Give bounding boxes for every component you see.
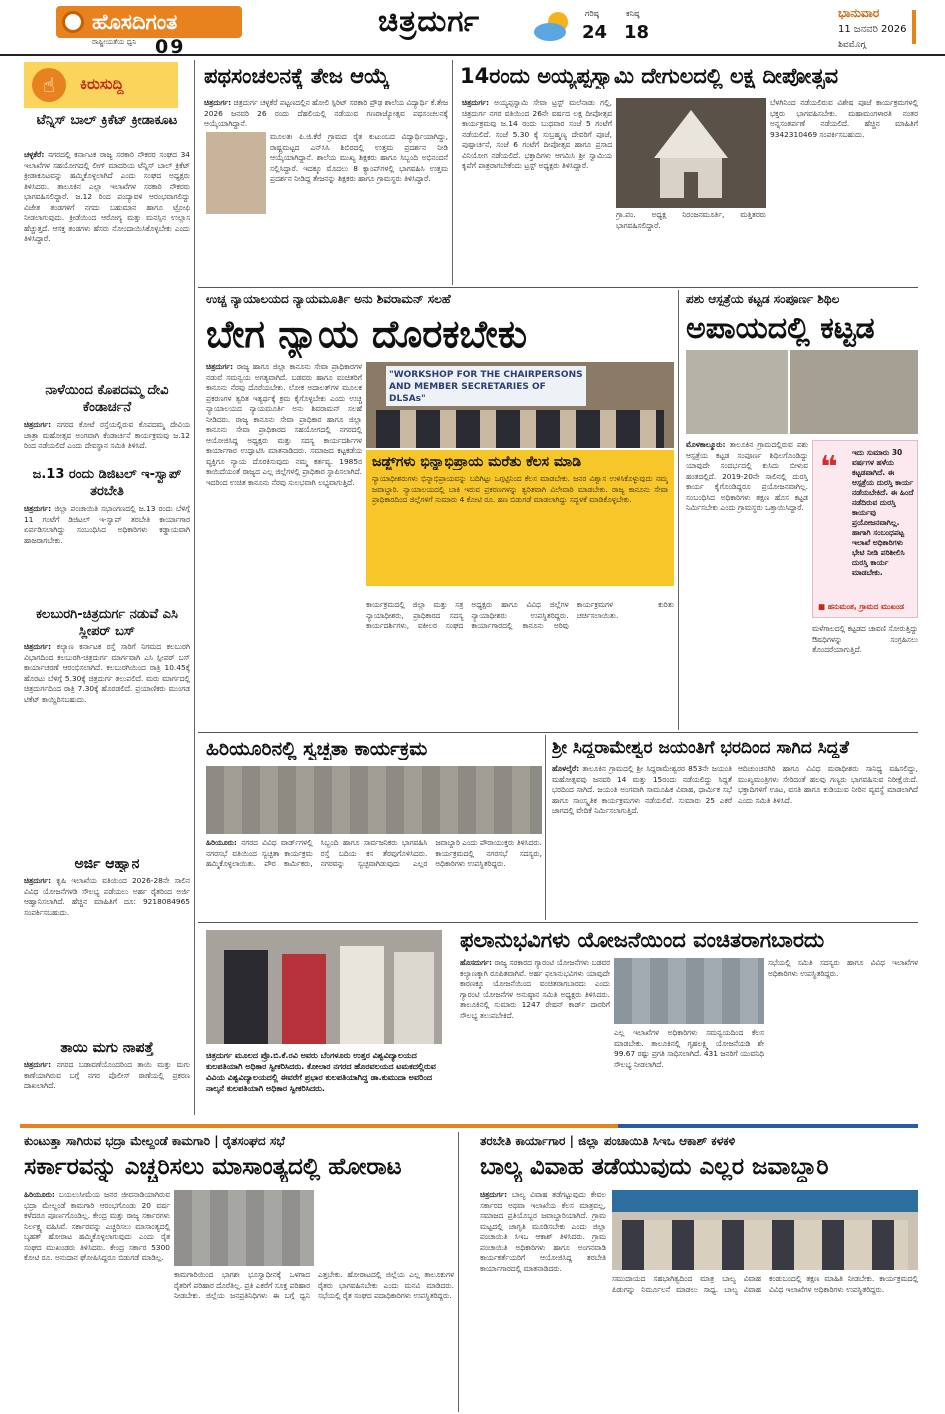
story-body: ಚಿತ್ರದುರ್ಗ: ರಾಜ್ಯ ಹಾಗೂ ಜಿಲ್ಲಾ ಕಾನೂನು ಸೇವಾ ಪ್ರಾಧಿಕಾರಗಳ ನಡುವೆ ಸಮನ್ವಯ ಅಗತ್ಯವಾಗಿದೆ. ಬಡವರು ಹಾಗೂ ವಂಚಿತರಿಗೆ ಕಾನೂನು ನೆರವು ದೊರೆಯಬೇಕು. ಲೋಕ ಅದಾಲತ್‌ಗಳ ಮೂಲಕ ಪ್ರಕರಣಗಳ ತ್ವರಿತ ಇತ್ಯರ್ಥಕ್ಕೆ ಕ್ರಮ ಕೈಗೊಳ್ಳಬೇಕು ಎಂದು ಉಚ್ಚ ನ್ಯಾಯಾಲಯದ ನ್ಯಾಯಮೂರ್ತಿ ಅನು ಶಿವರಾಮನ್ ಸಲಹೆ ನೀಡಿದರು. ರಾಜ್ಯ ಕಾನೂನು ಸೇವಾ ಪ್ರಾಧಿಕಾರ ಹಾಗೂ ಜಿಲ್ಲಾ ಕಾನೂನು ಸೇವಾ ಪ್ರಾಧಿಕಾರದ ಸಹಯೋಗದಲ್ಲಿ ನಗರದಲ್ಲಿ ಆಯೋಜಿಸಿದ್ದ ಅಧ್ಯಕ್ಷರು ಮತ್ತು ಸದಸ್ಯ ಕಾರ್ಯದರ್ಶಿಗಳ ಕಾರ್ಯಾಗಾರ ಉದ್ಘಾಟಿಸಿ ಮಾತನಾಡಿದರು. ಸಮಾಜದ ಕಟ್ಟಕಡೆಯ ವ್ಯಕ್ತಿಗೂ ನ್ಯಾಯ ದೊರಕಿಸುವುದು ನಮ್ಮ ಕರ್ತವ್ಯ. 1985ರ ಕಾಯಿದೆಯಂತೆ ರಾಜ್ಯದ ಎಲ್ಲ ಜಿಲ್ಲೆಗಳಲ್ಲಿ ಪ್ರಾಧಿಕಾರ ಸ್ಥಾಪಿಸಲಾಗಿದೆ. ಇದರಿಂದ ಉಚಿತ ಕಾನೂನು ನೆರವು ಸುಲಭವಾಗಿ ಲಭ್ಯವಾಗುತ್ತಿದೆ. xyxy=(206,362,362,487)
story-body: ಚಿತ್ರದುರ್ಗ: ಅಯ್ಯಪ್ಪಸ್ವಾಮಿ ಸೇವಾ ಟ್ರಸ್ಟ್ ಮಲೆನಾಡು ಗಲ್ಲಿ, ಚಿತ್ರದುರ್ಗ ನಗರ ವತಿಯಿಂದ 26ನೇ ವರ್ಷದ ಲಕ್ಷ ದೀಪೋತ್ಸವ ಕಾರ್ಯಕ್ರಮವು ಜ.14 ರಂದು ಬುಧವಾರ ಸಂಜೆ 5 ಗಂಟೆಗೆ ನಡೆಯಲಿದೆ. ಸಂಜೆ 5.30 ಕ್ಕೆ ಸುಬ್ರಹ್ಮಣ್ಯ ದೇವರಿಗೆ ಪೂಜೆ, ಪುಷ್ಪಾರ್ಚನೆ, ಸಂಜೆ 6 ಗಂಟೆಗೆ ದೀಪೋತ್ಸವ ಹಾಗೂ ಪ್ರಸಾದ ವಿನಿಯೋಗ ನಡೆಯಲಿದೆ. ಭಕ್ತಾದಿಗಳು ಆಗಮಿಸಿ ಶ್ರೀ ಸ್ವಾಮಿಯ ಕೃಪೆಗೆ ಪಾತ್ರರಾಗಬೇಕೆಂದು ಟ್ರಸ್ಟ್ ಅಧ್ಯಕ್ಷರು ತಿಳಿಸಿದ್ದಾರೆ. xyxy=(462,98,612,170)
story-body: ಮೂಲತಃ ಪಿ.ಜಿ.ಕೆರೆ ಗ್ರಾಮದ ರೈತ ಕುಟುಂಬದ ವಿದ್ಯಾರ್ಥಿಯಾಗಿದ್ದು, ರಾಷ್ಟ್ರಮಟ್ಟದ ಎನ್‌ಸಿಸಿ ಶಿಬಿರದಲ್ಲಿ ಉತ್ತಮ ಪ್ರದರ್ಶನ ನೀಡಿ ಆಯ್ಕೆಯಾಗಿದ್ದಾನೆ. ಶಾಲೆಯ ಮುಖ್ಯ ಶಿಕ್ಷಕರು ಹಾಗೂ ಸಿಬ್ಬಂದಿ ಅಭಿನಂದನೆ ಸಲ್ಲಿಸಿದ್ದಾರೆ. ಇದಕ್ಕೂ ಮೊದಲು 8 ಕ್ಯಾಂಪ್‌ಗಳಲ್ಲಿ ಭಾಗವಹಿಸಿ ಉತ್ತಮ ಪ್ರದರ್ಶನ ನೀಡಿದ್ದ ತೇಜನನ್ನು ಶಿಕ್ಷಕರು ಹಾಗೂ ಗ್ರಾಮಸ್ಥರು ತಿಳಿಸಿದ್ದಾರೆ. xyxy=(270,132,448,183)
story-headline: ಬಾಲ್ಯ ವಿವಾಹ ತಡೆಯುವುದು ಎಲ್ಲರ ಜವಾಬ್ದಾರಿ xyxy=(480,1154,829,1180)
column-divider xyxy=(452,60,453,285)
masthead xyxy=(0,0,945,56)
story-body: ಹಿರಿಯೂರು: ಬಯಲುಸೀಮೆಯ ಜನರ ಜೀವನಾಡಿಯಾಗಿರುವ ಭದ್ರಾ ಮೇಲ್ದಂಡೆ ಕಾಮಗಾರಿ ಆರಂಭಗೊಂಡು 20 ವರ್ಷ ಕಳೆದರೂ ಪೂರ್ಣಗೊಂಡಿಲ್ಲ. ಕೇಂದ್ರ ಮತ್ತು ರಾಜ್ಯ ಸರ್ಕಾರಗಳು ನಿರ್ಲಕ್ಷ್ಯ ವಹಿಸಿವೆ. ಸರ್ಕಾರವನ್ನು ಎಚ್ಚರಿಸಲು ಮಾಸಾಂತ್ಯದಲ್ಲಿ ಬೃಹತ್ ಹೋರಾಟ ಹಮ್ಮಿಕೊಳ್ಳಲಾಗುವುದು ಎಂದು ರೈತ ಸಂಘದ ಮುಖಂಡರು ತಿಳಿಸಿದರು. ಕೇಂದ್ರ ಸರ್ಕಾರ 5300 ಕೋಟಿ ರೂ. ಅನುದಾನ ಘೋಷಿಸಿದ್ದರೂ ಬಿಡುಗಡೆ ಮಾಡಿಲ್ಲ. xyxy=(24,1190,170,1262)
training-photo xyxy=(612,1190,918,1270)
person-figure xyxy=(340,946,384,1044)
rule xyxy=(198,732,918,733)
training-banner xyxy=(612,1190,918,1212)
callout-headline: ಜಡ್ಜ್‌ಗಳು ಭಿನ್ನಾಭಿಪ್ರಾಯ ಮರೆತು ಕೆಲಸ ಮಾಡಿ xyxy=(372,454,582,470)
section-bar xyxy=(20,1124,620,1128)
rule xyxy=(198,922,918,923)
edition: ಶಿವಮೊಗ್ಗ xyxy=(838,40,866,50)
city-name: ಚಿತ್ರದುರ್ಗ xyxy=(378,4,481,39)
person-figure xyxy=(224,950,268,1044)
column-divider xyxy=(545,735,546,920)
building-photo xyxy=(790,350,918,434)
brief-headline: ನಾಳೆಯಿಂದ ಕೊಪದಮ್ಮ ದೇವಿ ಕೆಂಡಾರ್ಚನೆ xyxy=(45,383,169,415)
main-headline: ಬೇಗ ನ್ಯಾಯ ದೊರಕಬೇಕು xyxy=(206,312,528,356)
photo-shading xyxy=(174,1190,314,1266)
tagline: ರಾಷ್ಟ್ರೀಯತೆಯ ಧ್ವನಿ xyxy=(92,38,137,46)
story-headline: ಫಲಾನುಭವಿಗಳು ಯೋಜನೆಯಿಂದ ವಂಚಿತರಾಗಬಾರದು xyxy=(460,928,825,952)
column-divider xyxy=(194,60,195,1115)
callout-body: ನ್ಯಾಯಾಧೀಶರುಗಳು ಭಿನ್ನಾಭಿಪ್ರಾಯವನ್ನು ಬದಿಗಿಟ್ಟು ಒಗ್ಗಟ್ಟಿನಿಂದ ಕೆಲಸ ಮಾಡಬೇಕು. ಜನರ ವಿಶ್ವಾಸ ಉಳಿಸಿಕೊಳ್ಳುವುದು ನಮ್ಮ ಜವಾಬ್ದಾರಿ. ನ್ಯಾಯಾಲಯದಲ್ಲಿ ಬಾಕಿ ಇರುವ ಪ್ರಕರಣಗಳನ್ನು ತ್ವರಿತವಾಗಿ ವಿಲೇವಾರಿ ಮಾಡಬೇಕು. ರಾಜ್ಯ ಕಾನೂನು ಸೇವಾ ಪ್ರಾಧಿಕಾರದಿಂದ ಜಿಲ್ಲೆಗಳಿಗೆ ಸುಮಾರು 4 ಕೋಟಿ ರೂ. ಹಣ ಬಿಡುಗಡೆ ಮಾಡಲಾಗಿದ್ದು ಸದ್ಬಳಕೆ ಮಾಡಿಕೊಳ್ಳಬೇಕು. xyxy=(372,474,668,504)
brief-body: ಚಿತ್ರದುರ್ಗ: ನಗರದ ಕೋಟೆ ರಸ್ತೆಯಲ್ಲಿರುವ ಕೊಪದಮ್ಮ ದೇವಿಯ ಜಾತ್ರಾ ಮಹೋತ್ಸವ ಅಂಗವಾಗಿ ಕೆಂಡಾರ್ಚನೆ ಕಾರ್ಯಕ್ರಮವು ಜ.12 ರಿಂದ ನಡೆಯಲಿದೆ ಎಂದು ದೇವಸ್ಥಾನ ಸಮಿತಿ ತಿಳಿಸಿದೆ. xyxy=(24,420,190,450)
brief-headline: ಅರ್ಜಿ ಆಹ್ವಾನ xyxy=(74,856,140,872)
story-body: ಸಮುದಾಯದ ಸಹಭಾಗಿತ್ವದಿಂದ ಮಾತ್ರ ಬಾಲ್ಯ ವಿವಾಹ ಪಿಡುಗನ್ನು ನಿರ್ಮೂಲನೆ ಮಾಡಲು ಸಾಧ್ಯ. ಬಾಲ್ಯ ವಿವಾಹ ಕಂಡುಬಂದಲ್ಲಿ ತಕ್ಷಣ ಮಾಹಿತಿ ನೀಡಬೇಕು. ಕಾರ್ಯಕ್ರಮದಲ್ಲಿ ವಿವಿಧ ಇಲಾಖೆಗಳ ಅಧಿಕಾರಿಗಳು ಉಪಸ್ಥಿತರಿದ್ದರು. xyxy=(612,1274,918,1294)
brief-headline: ತಾಯಿ ಮಗು ನಾಪತ್ತೆ xyxy=(60,1040,154,1056)
brief-headline: ಟೆನ್ನಿಸ್ ಬಾಲ್ ಕ್ರಿಕೆಟ್ ಕ್ರೀಡಾಕೂಟ xyxy=(36,113,178,128)
award-caption: ಚಿತ್ರದುರ್ಗ ಮೂಲದ ಪ್ರೊ.ಬಿ.ಕೆ.ರವಿ ಅವರು ಬೆಂಗಳೂರು ಉತ್ತರ ವಿಶ್ವವಿದ್ಯಾಲಯದ ಕುಲಪತಿಯಾಗಿ ಅಧಿಕಾರ ಸ್ವೀಕರಿಸಿದರು. ಕೋಲಾರ ನಗರದ ಹೊರವಲಯದ ಟಮಕದಲ್ಲಿರುವ ವಿವಿಯ ವಿಶ್ವವಿದ್ಯಾಲಯದಲ್ಲಿ ಈವರೆಗೆ ಪ್ರಭಾರ ಕುಲಪತಿಯಾಗಿದ್ದ ಡಾ.ಕುಮುದಾ ಅವರಿಂದ ನಾಲ್ಕನೆ ಕುಲಪತಿಯಾಗಿ ಅಧಿಕಾರ ಸ್ವೀಕರಿಸಿದರು. xyxy=(206,1051,436,1093)
brief-headline: ಜ.13 ರಂದು ಡಿಜಿಟಲ್ ಇ-ಸ್ವಾಪ್ ತರಬೇತಿ xyxy=(32,467,182,499)
temple-photo xyxy=(616,98,766,208)
min-temp: 18 xyxy=(624,22,650,43)
max-temp: 24 xyxy=(582,22,608,43)
student-photo xyxy=(206,132,266,214)
column-divider xyxy=(678,290,679,730)
people-row xyxy=(622,1220,908,1270)
logo-sun-icon xyxy=(62,11,84,33)
brief-body: ಚಿತ್ರದುರ್ಗ: ಕಲ್ಯಾಣ ಕರ್ನಾಟಕ ರಸ್ತೆ ಸಾರಿಗೆ ನಿಗಮದ ಕಲಬುರಗಿ ವಿಭಾಗದಿಂದ ಕಲಬುರಗಿ-ಚಿತ್ರದುರ್ಗ ಮಾರ್ಗವಾಗಿ ಎಸಿ ಸ್ಲೀಪರ್ ಬಸ್ ಕಾರ್ಯಾಚರಣೆ ಆರಂಭಿಸಲಾಗಿದೆ. ಕಲಬುರಗಿಯಿಂದ ರಾತ್ರಿ 10.45ಕ್ಕೆ ಹೊರಟು ಬೆಳಿಗ್ಗೆ 5.30ಕ್ಕೆ ಚಿತ್ರದುರ್ಗ ತಲುಪಲಿದೆ. ಮರು ಮಾರ್ಗದಲ್ಲಿ ಚಿತ್ರದುರ್ಗದಿಂದ ರಾತ್ರಿ 7.30ಕ್ಕೆ ಹೊರಡಲಿದೆ. ಪ್ರಯಾಣಿಕರು ಮುಂಗಡ ಟಿಕೆಟ್ ಕಾಯ್ದಿರಿಸಬಹುದು. xyxy=(24,642,190,704)
story-headline: ಪಥಸಂಚಲನಕ್ಕೆ ತೇಜ ಆಯ್ಕೆ xyxy=(204,64,390,88)
cleanliness-photo xyxy=(206,766,542,834)
story-body: ಚಿತ್ರದುರ್ಗ: ಚಿತ್ರದುರ್ಗ ಚಳ್ಳಕೆರೆ ಪಟ್ಟಣದಲ್ಲಿನ ಹೋಲಿ ಸ್ಪಿರಿಟ್ ಸರಕಾರಿ ಪ್ರೌಢ ಶಾಲೆಯ ವಿದ್ಯಾರ್ಥಿ ಕೆ.ತೇಜ 2026 ಜನವರಿ 26 ರಂದು ದೆಹಲಿಯಲ್ಲಿ ನಡೆಯುವ ಗಣರಾಜ್ಯೋತ್ಸವ ಪಥಸಂಚಲನಕ್ಕೆ ಆಯ್ಕೆಯಾಗಿದ್ದಾನೆ. xyxy=(204,98,448,128)
brief-body: ಚಿತ್ರದುರ್ಗ: ಕೃಷಿ ಇಲಾಖೆಯ ವತಿಯಿಂದ 2026-28ನೇ ಸಾಲಿನ ವಿವಿಧ ಯೋಜನೆಗಳಡಿ ಸೌಲಭ್ಯ ಪಡೆಯಲು ಅರ್ಹ ರೈತರಿಂದ ಅರ್ಜಿ ಆಹ್ವಾನಿಸಲಾಗಿದೆ. ಹೆಚ್ಚಿನ ಮಾಹಿತಿಗೆ ದೂ: 9218084965 ಸಂಪರ್ಕಿಸಬಹುದು. xyxy=(24,876,190,917)
farmers-meeting-photo xyxy=(174,1190,314,1266)
meeting-photo xyxy=(614,958,764,1024)
story-body: ಹೊಸದುರ್ಗ: ರಾಜ್ಯ ಸರಕಾರದ ಗ್ಯಾರಂಟಿ ಯೋಜನೆಗಳು ಬಡವರ ಕಲ್ಯಾಣಕ್ಕಾಗಿ ರೂಪಿತವಾಗಿವೆ. ಅರ್ಹ ಫಲಾನುಭವಿಗಳು ಯಾವುದೇ ಕಾರಣಕ್ಕೂ ಯೋಜನೆಯಿಂದ ವಂಚಿತರಾಗಬಾರದು ಎಂದು ಗ್ಯಾರಂಟಿ ಯೋಜನೆಗಳ ಅನುಷ್ಠಾನ ಸಮಿತಿ ಅಧ್ಯಕ್ಷರು ತಿಳಿಸಿದರು. ತಾಲೂಕಿನಲ್ಲಿ ಸುಮಾರು 1247 ರೇಷನ್ ಕಾರ್ಡ್ ದಾರರಿಗೆ ಸೌಲಭ್ಯ ತಲುಪಬೇಕಿದೆ. xyxy=(460,958,610,1020)
story-body: ಎಲ್ಲ ಇಲಾಖೆಗಳ ಅಧಿಕಾರಿಗಳು ಸಮನ್ವಯದಿಂದ ಕೆಲಸ ಮಾಡಬೇಕು. ತಾಲೂಕಿನಲ್ಲಿ ಗೃಹಲಕ್ಷ್ಮಿ ಯೋಜನೆಯಡಿ ಶೇ 99.67 ರಷ್ಟು ಪ್ರಗತಿ ಸಾಧಿಸಲಾಗಿದೆ. 431 ಜನರಿಗೆ ಯುವನಿಧಿ ಸೌಲಭ್ಯ ನೀಡಲಾಗಿದೆ. xyxy=(614,1028,764,1069)
temple-illustration xyxy=(616,98,766,208)
min-temp-label: ಕನಿಷ್ಠ xyxy=(626,9,640,18)
building-photo xyxy=(686,350,788,434)
hand-point-icon: ☝ xyxy=(32,68,66,102)
accent-bar xyxy=(912,10,916,44)
story-kicker: ಪಶು ಆಸ್ಪತ್ರೆಯ ಕಟ್ಟಡ ಸಂಪೂರ್ಣ ಶಿಥಿಲ xyxy=(686,292,840,306)
story-body: ಮಳೆಗಾಲದಲ್ಲಿ ಕಟ್ಟಡದ ಚಾವಣಿ ಸೋರುತ್ತಿದ್ದು ಔಷಧಿಗಳನ್ನು ಸಂಗ್ರಹಿಸಲು ತೊಂದರೆಯಾಗುತ್ತಿದೆ. xyxy=(812,624,918,654)
person-figure xyxy=(282,954,326,1044)
photo-caption: ಗ್ರಾ.ಪಂ. ಅಧ್ಯಕ್ಷ ನಿರಂಜನಮೂರ್ತಿ, ಮತ್ತಿತರರು ಭಾಗವಹಿಸಲಿದ್ದಾರೆ. xyxy=(616,210,766,230)
story-body: ಹಿರಿಯೂರು: ನಗರದ ವಿವಿಧ ವಾರ್ಡ್‌ಗಳಲ್ಲಿ ನಗರಸಭೆ ವತಿಯಿಂದ ಸ್ವಚ್ಛತಾ ಕಾರ್ಯಕ್ರಮ ಹಮ್ಮಿಕೊಳ್ಳಲಾಯಿತು. ಪೌರ ಕಾರ್ಮಿಕರು, ಸಿಬ್ಬಂದಿ ಹಾಗೂ ಸಾರ್ವಜನಿಕರು ಭಾಗವಹಿಸಿ ರಸ್ತೆ ಬದಿಯ ಕಸ ತೆರವುಗೊಳಿಸಿದರು. ನಗರವನ್ನು ಸ್ವಚ್ಛವಾಗಿಡುವುದು ಎಲ್ಲರ ಜವಾಬ್ದಾರಿ ಎಂದು ಪೌರಾಯುಕ್ತರು ತಿಳಿಸಿದರು. ಕಾರ್ಯಕ್ರಮದಲ್ಲಿ ನಗರಸಭೆ ಸದಸ್ಯರು, ಅಧಿಕಾರಿಗಳು ಉಪಸ್ಥಿತರಿದ್ದರು. xyxy=(206,838,542,868)
award-photo xyxy=(206,930,442,1044)
story-kicker: ಕುಂಟುತ್ತಾ ಸಾಗಿರುವ ಭದ್ರಾ ಮೇಲ್ದಂಡೆ ಕಾಮಗಾರಿ | ರೈತಸಂಘದ ಸಭೆ xyxy=(24,1134,285,1148)
story-body: ಹೊಳಲ್ಕೆರೆ: ತಾಲೂಕಿನ ಗ್ರಾಮದಲ್ಲಿ ಶ್ರೀ ಸಿದ್ದರಾಮೇಶ್ವರರ 853ನೇ ಜಯಂತಿ ಮಹೋತ್ಸವವು ಜನವರಿ 14 ಮತ್ತು 15ರಂದು ನಡೆಯಲಿದ್ದು ಸಿದ್ದತೆ ಭರದಿಂದ ಸಾಗಿದೆ. ಜಯಂತಿ ಅಂಗವಾಗಿ ಸಾಮೂಹಿಕ ವಿವಾಹ, ಧಾರ್ಮಿಕ ಸಭೆ ಹಾಗೂ ಸಾಂಸ್ಕೃತಿಕ ಕಾರ್ಯಕ್ರಮಗಳು ನಡೆಯಲಿವೆ. ಸುಮಾರು 25 ಎಕರೆ ಜಾಗದಲ್ಲಿ ವೇದಿಕೆ ನಿರ್ಮಿಸಲಾಗುತ್ತಿದೆ. xyxy=(552,764,732,815)
person-figure xyxy=(394,952,434,1044)
workshop-banner: "WORKSHOP FOR THE CHAIRPERSONS AND MEMBER SECRETARIES OF DLSAs" xyxy=(386,366,586,406)
briefs-title: ಕಿರುಸುದ್ದಿ xyxy=(80,75,124,93)
quote-text: ಇದು ಸುಮಾರು 30 ವರ್ಷಗಳ ಹಳೆಯ ಕಟ್ಟಡವಾಗಿದೆ. ಈ ಆಸ್ಪತ್ರೆಯ ದುರಸ್ತಿ ಕಾರ್ಯ ನಡೆಯಬೇಕಿದೆ. ಈ ಹಿಂದೆ ನಡೆದಿರುವ ದುರಸ್ತಿ ಕಾರ್ಯವು ಪ್ರಯೋಜನವಾಗಿಲ್ಲ. ಹಾಗಾಗಿ ಸಂಬಂಧಪಟ್ಟ ಇಲಾಖೆ ಅಧಿಕಾರಿಗಳು ಭೇಟಿ ನೀಡಿ ಪರಿಶೀಲಿಸಿ ದುರಸ್ತಿ ಕಾರ್ಯ ಮಾಡಬೇಕು. xyxy=(852,448,914,577)
story-kicker: ಉಚ್ಚ ನ್ಯಾಯಾಲಯದ ನ್ಯಾಯಮೂರ್ತಿ ಅನು ಶಿವರಾಮನ್ ಸಲಹೆ xyxy=(206,292,451,306)
page-number: 09 xyxy=(155,36,186,58)
section-bar xyxy=(618,1124,918,1128)
people-row xyxy=(376,410,664,448)
logo: ಹೊಸದಿಗಂತ xyxy=(56,6,242,38)
weather-cloud-sun-icon xyxy=(532,10,576,42)
rule xyxy=(198,287,918,288)
issue-date: 11 ಜನವರಿ 2026 xyxy=(838,24,907,35)
story-body: ಬೆಳಗಿನಿಂದ ನಡೆಯಲಿರುವ ವಿಶೇಷ ಪೂಜೆ ಕಾರ್ಯಕ್ರಮಗಳಲ್ಲಿ ಭಕ್ತರು ಭಾಗವಹಿಸಬೇಕು. ಮಹಾಮಂಗಳಾರತಿ ನಂತರ ಅನ್ನಸಂತರ್ಪಣೆ ನಡೆಯಲಿದೆ. ಹೆಚ್ಚಿನ ಮಾಹಿತಿಗೆ 9342310469 ಸಂಪರ್ಕಿಸಬಹುದು. xyxy=(770,98,918,139)
photo-shading xyxy=(614,958,764,1024)
brief-body: ಚಿತ್ರದುರ್ಗ: ನಗರದ ಬಡಾವಣೆಯೊಂದರಿಂದ ತಾಯಿ ಮತ್ತು ಮಗು ಕಾಣೆಯಾಗಿರುವ ಬಗ್ಗೆ ನಗರ ಪೊಲೀಸ್ ಠಾಣೆಯಲ್ಲಿ ಪ್ರಕರಣ ದಾಖಲಾಗಿದೆ. xyxy=(24,1060,190,1090)
weekday: ಭಾನುವಾರ xyxy=(838,6,880,20)
story-body: ಆದಿಚುಂಚನಗಿರಿ ಹಾಗೂ ವಿವಿಧ ಮಠಾಧೀಶರು ಸಾನಿಧ್ಯ ವಹಿಸಲಿದ್ದು, ಮುಖ್ಯಮಂತ್ರಿಗಳು ಸೇರಿದಂತೆ ಹಲವು ಗಣ್ಯರು ಭಾಗವಹಿಸುವ ನಿರೀಕ್ಷೆಯಿದೆ. ಭಕ್ತಾದಿಗಳಿಗೆ ಊಟ, ವಸತಿ ಹಾಗೂ ಕುಡಿಯುವ ನೀರಿನ ವ್ಯವಸ್ಥೆ ಮಾಡಲಾಗಿದೆ ಎಂದು ಸಮಿತಿ ತಿಳಿಸಿದೆ. xyxy=(738,764,918,805)
story-body: ಕಾಮಗಾರಿಯಿಂದ ಭಾಗಶಃ ಭೂಸ್ವಾಧೀನಕ್ಕೆ ಒಳಗಾದ ರೈತರಿಗೆ ಪರಿಹಾರ ದೊರೆತಿಲ್ಲ. ಪ್ರತಿ ಎಕರೆಗೆ ಸೂಕ್ತ ಪರಿಹಾರ ನೀಡಬೇಕು. ಜಿಲ್ಲೆಯ ಜನಪ್ರತಿನಿಧಿಗಳು ಈ ಬಗ್ಗೆ ಧ್ವನಿ ಎತ್ತಬೇಕು. ಹೋರಾಟದಲ್ಲಿ ಜಿಲ್ಲೆಯ ಎಲ್ಲ ತಾಲೂಕುಗಳ ರೈತರು ಭಾಗವಹಿಸಬೇಕು ಎಂದು ಮನವಿ ಮಾಡಿದರು. ಸಭೆಯಲ್ಲಿ ರೈತ ಸಂಘದ ಪದಾಧಿಕಾರಿಗಳು ಉಪಸ್ಥಿತರಿದ್ದರು. xyxy=(174,1270,454,1300)
brief-body: ಚಿತ್ರದುರ್ಗ: ಜಿಲ್ಲಾ ಪಂಚಾಯಿತಿ ಸಭಾಂಗಣದಲ್ಲಿ ಜ.13 ರಂದು ಬೆಳಿಗ್ಗೆ 11 ಗಂಟೆಗೆ ಡಿಜಿಟಲ್ ಇ-ಸ್ವಾಪ್ ತರಬೇತಿ ಕಾರ್ಯಾಗಾರ ಏರ್ಪಡಿಸಲಾಗಿದ್ದು ಸಂಬಂಧಿಸಿದ ಅಧಿಕಾರಿಗಳು ಕಡ್ಡಾಯವಾಗಿ ಹಾಜರಾಗಬೇಕು. xyxy=(24,504,190,545)
story-body: ಸಭೆಯಲ್ಲಿ ಸಮಿತಿ ಸದಸ್ಯರು ಹಾಗೂ ವಿವಿಧ ಇಲಾಖೆಗಳ ಅಧಿಕಾರಿಗಳು ಉಪಸ್ಥಿತರಿದ್ದರು. xyxy=(768,958,918,978)
photo-shading xyxy=(206,766,542,834)
column-divider xyxy=(458,1132,459,1412)
quote-author: ■ ಹನುಮಂತ, ಗ್ರಾಮದ ಮುಖಂಡ xyxy=(818,602,905,611)
story-headline: ಹಿರಿಯೂರಿನಲ್ಲಿ ಸ್ವಚ್ಛತಾ ಕಾರ್ಯಕ್ರಮ xyxy=(206,738,428,760)
story-headline: 14ರಂದು ಅಯ್ಯಪ್ಪಸ್ವಾಮಿ ದೇಗುಲದಲ್ಲಿ ಲಕ್ಷ ದೀಪೋತ್ಸವ xyxy=(460,64,839,88)
workshop-photo xyxy=(366,362,674,448)
story-headline: ಸರ್ಕಾರವನ್ನು ಎಚ್ಚರಿಸಲು ಮಾಸಾಂತ್ಯದಲ್ಲಿ ಹೋರಾಟ xyxy=(24,1154,402,1180)
quote-icon: ❝ xyxy=(820,450,838,485)
max-temp-label: ಗರಿಷ್ಠ xyxy=(585,9,599,18)
brief-headline: ಕಲಬುರಗಿ-ಚಿತ್ರದುರ್ಗ ನಡುವೆ ಎಸಿ ಸ್ಲೀಪರ್ ಬಸ್ xyxy=(36,607,178,639)
story-body: ಮೊಳಕಾಲ್ಮೂರು: ತಾಲೂಕಿನ ಗ್ರಾಮದಲ್ಲಿರುವ ಪಶು ಆಸ್ಪತ್ರೆಯ ಕಟ್ಟಡ ಸಂಪೂರ್ಣ ಶಿಥಿಲಗೊಂಡಿದ್ದು ಯಾವುದೇ ಸಂದರ್ಭದಲ್ಲಿ ಕುಸಿದು ಬೀಳುವ ಹಂತದಲ್ಲಿದೆ. 2019-20ನೇ ಸಾಲಿನಲ್ಲಿ ದುರಸ್ತಿ ಕಾರ್ಯ ಕೈಗೊಂಡಿದ್ದರೂ ಪ್ರಯೋಜನವಾಗಿಲ್ಲ. ಸಂಬಂಧಿಸಿದ ಅಧಿಕಾರಿಗಳು ತಕ್ಷಣ ಹೊಸ ಕಟ್ಟಡ ನಿರ್ಮಿಸಬೇಕು ಎಂದು ಗ್ರಾಮಸ್ಥರು ಒತ್ತಾಯಿಸಿದ್ದಾರೆ. xyxy=(686,440,808,512)
story-kicker: ತರಬೇತಿ ಕಾರ್ಯಾಗಾರ | ಜಿಲ್ಲಾ ಪಂಚಾಯಿತಿ ಸಿಇಒ ಆಕಾಶ್ ಕಳಕಳಿ xyxy=(480,1134,736,1148)
story-body: ಚಿತ್ರದುರ್ಗ: ಬಾಲ್ಯ ವಿವಾಹ ತಡೆಗಟ್ಟುವುದು ಕೇವಲ ಸರ್ಕಾರದ ಅಥವಾ ಇಲಾಖೆಯ ಕೆಲಸ ಮಾತ್ರವಲ್ಲ, ಸಮಾಜದ ಪ್ರತಿಯೊಬ್ಬರ ಜವಾಬ್ದಾರಿಯಾಗಿದೆ. ಗ್ರಾಮ ಮಟ್ಟದಲ್ಲಿ ಜಾಗೃತಿ ಮೂಡಿಸಬೇಕು ಎಂದು ಜಿಲ್ಲಾ ಪಂಚಾಯಿತಿ ಸಿಇಒ ಆಕಾಶ್ ತಿಳಿಸಿದರು. ಗ್ರಾಮ ಪಂಚಾಯಿತಿ ಅಧಿಕಾರಿಗಳು ಹಾಗೂ ಅಂಗನವಾಡಿ ಕಾರ್ಯಕರ್ತೆಯರಿಗೆ ಆಯೋಜಿಸಿದ್ದ ತರಬೇತಿ ಕಾರ್ಯಾಗಾರದಲ್ಲಿ ಮಾತನಾಡಿದರು. xyxy=(480,1190,606,1273)
story-body: ಕಾರ್ಯಕ್ರಮದಲ್ಲಿ ಜಿಲ್ಲಾ ಮತ್ತು ಸತ್ರ ನ್ಯಾಯಾಧೀಶರು, ಪ್ರಾಧಿಕಾರದ ಸದಸ್ಯ ಕಾರ್ಯದರ್ಶಿಗಳು, ವಕೀಲರ ಸಂಘದ ಅಧ್ಯಕ್ಷರು ಹಾಗೂ ವಿವಿಧ ಜಿಲ್ಲೆಗಳ ನ್ಯಾಯಾಧೀಶರು ಉಪಸ್ಥಿತರಿದ್ದರು. ಕಾರ್ಯಾಗಾರದಲ್ಲಿ ಕಾನೂನು ಅರಿವು ಕಾರ್ಯಕ್ರಮಗಳ ಕುರಿತು ಚರ್ಚಿಸಲಾಯಿತು. xyxy=(366,600,674,630)
brief-body: ಚಳ್ಳಕೆರೆ: ನಗರದಲ್ಲಿ ಕರ್ನಾಟಕ ರಾಜ್ಯ ಸರಕಾರಿ ನೌಕರರ ಸಂಘದ 34 ಇಲಾಖೆಗಳ ಸಹಯೋಗದಲ್ಲಿ ಲೀಗ್ ಮಾದರಿಯ ಟೆನ್ನಿಸ್ ಬಾಲ್ ಕ್ರಿಕೆಟ್ ಕ್ರೀಡಾಕೂಟವನ್ನು ಹಮ್ಮಿಕೊಳ್ಳಲಾಗಿದೆ ಎಂದು ಸಂಘದ ಅಧ್ಯಕ್ಷರು ತಿಳಿಸಿದರು. ತಾಲೂಕಿನ ಎಲ್ಲಾ ಇಲಾಖೆಗಳ ಸರಕಾರಿ ನೌಕರರು ಭಾಗವಹಿಸಲಿದ್ದಾರೆ. ಜ.12 ರಿಂದ ಪಂದ್ಯಾವಳಿ ಆರಂಭವಾಗಲಿದ್ದು ವಿಜೇತ ತಂಡಗಳಿಗೆ ನಗದು ಬಹುಮಾನ ಹಾಗೂ ಟ್ರೋಫಿ ನೀಡಲಾಗುವುದು. ಕ್ರೀಡೆಯಿಂದ ಆರೋಗ್ಯ ಮತ್ತು ಮನಸ್ಸಿನ ಉಲ್ಲಾಸ ಹೆಚ್ಚುತ್ತದೆ. ಆಸಕ್ತ ತಂಡಗಳು ಹೆಸರು ನೋಂದಾಯಿಸಿಕೊಳ್ಳಬೇಕು ಎಂದು ತಿಳಿಸಿದ್ದಾರೆ. xyxy=(24,150,190,243)
story-headline: ಶ್ರೀ ಸಿದ್ದರಾಮೇಶ್ವರ ಜಯಂತಿಗೆ ಭರದಿಂದ ಸಾಗಿದ ಸಿದ್ದತೆ xyxy=(552,738,849,758)
story-headline: ಅಪಾಯದಲ್ಲಿ ಕಟ್ಟಡ xyxy=(686,311,875,346)
